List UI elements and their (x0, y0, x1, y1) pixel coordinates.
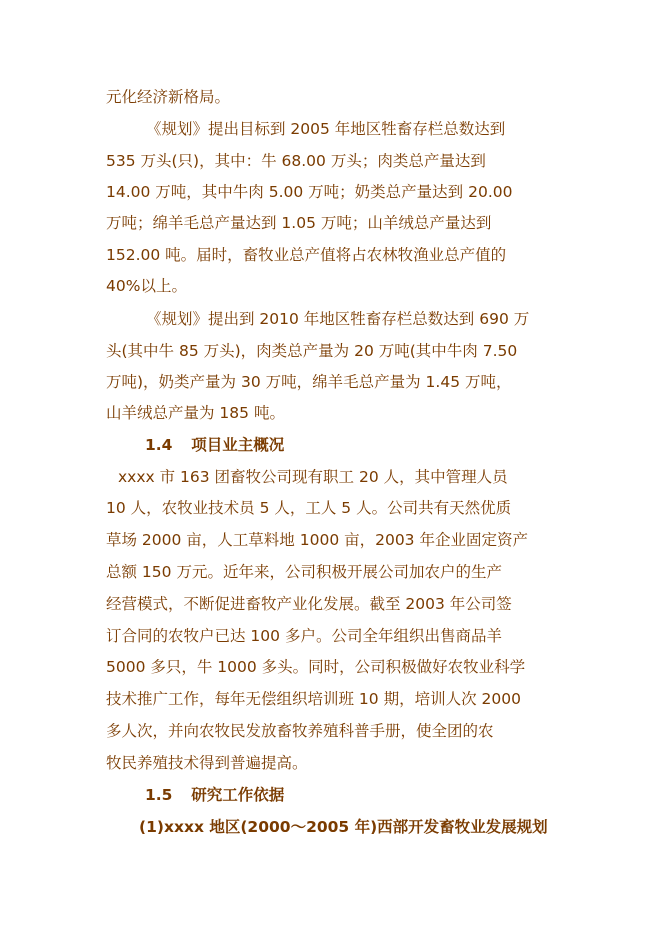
section-1-4-line: 经营模式，不断促进畜牧产业化发展。截至 2003 年公司签 (106, 595, 512, 613)
section-1-5-heading (145, 785, 284, 805)
section-1-4-line: 多人次，并向农牧民发放畜牧养殖科普手册，使全团的农 (106, 722, 494, 740)
plan-2010-line: 《规划》提出到 2010 年地区牲畜存栏总数达到 690 万 (146, 310, 530, 328)
plan-2005-line: 40%以上。 (106, 277, 187, 295)
plan-2005-line: 《规划》提出目标到 2005 年地区牲畜存栏总数达到 (146, 120, 506, 138)
plan-2005-line: 14.00 万吨，其中牛肉 5.00 万吨；奶类总产量达到 20.00 (106, 183, 513, 201)
plan-2010-line: 山羊绒总产量为 185 吨。 (106, 404, 285, 422)
section-title: 研究工作依据 (191, 786, 285, 804)
section-1-4-line: 订合同的农牧户已达 100 多户。公司全年组织出售商品羊 (106, 627, 502, 645)
plan-2010-line: 万吨)，奶类产量为 30 万吨，绵羊毛总产量为 1.45 万吨， (106, 373, 512, 391)
plan-2010-line: 头(其中牛 85 万头)，肉类总产量为 20 万吨(其中牛肉 7.50 (106, 342, 518, 360)
reference-item: (1)xxxx 地区(2000～2005 年)西部开发畜牧业发展规划 (139, 818, 548, 836)
section-1-4-line: 技术推广工作，每年无偿组织培训班 10 期，培训人次 2000 (106, 690, 521, 708)
section-title: 项目业主概况 (191, 436, 285, 454)
section-number: 1.5 (145, 786, 173, 804)
section-1-4-line: 总额 150 万元。近年来，公司积极开展公司加农户的生产 (106, 563, 502, 581)
paragraph-continuation-line: 元化经济新格局。 (106, 88, 231, 106)
plan-2005-line: 万吨；绵羊毛总产量达到 1.05 万吨；山羊绒总产量达到 (106, 214, 492, 232)
section-1-4-line: 牧民养殖技术得到普遍提高。 (106, 754, 308, 772)
section-1-4-heading (145, 435, 284, 455)
section-1-4-line: 草场 2000 亩，人工草料地 1000 亩，2003 年企业固定资产 (106, 531, 528, 549)
section-1-4-line: xxxx 市 163 团畜牧公司现有职工 20 人，其中管理人员 (118, 468, 508, 486)
section-1-4-line: 5000 多只，牛 1000 多头。同时，公司积极做好农牧业科学 (106, 658, 526, 676)
plan-2005-line: 535 万头(只)，其中：牛 68.00 万头；肉类总产量达到 (106, 152, 486, 170)
plan-2005-line: 152.00 吨。届时，畜牧业总产值将占农林牧渔业总产值的 (106, 246, 507, 264)
section-1-4-line: 10 人，农牧业技术员 5 人，工人 5 人。公司共有天然优质 (106, 499, 512, 517)
section-number: 1.4 (145, 436, 173, 454)
